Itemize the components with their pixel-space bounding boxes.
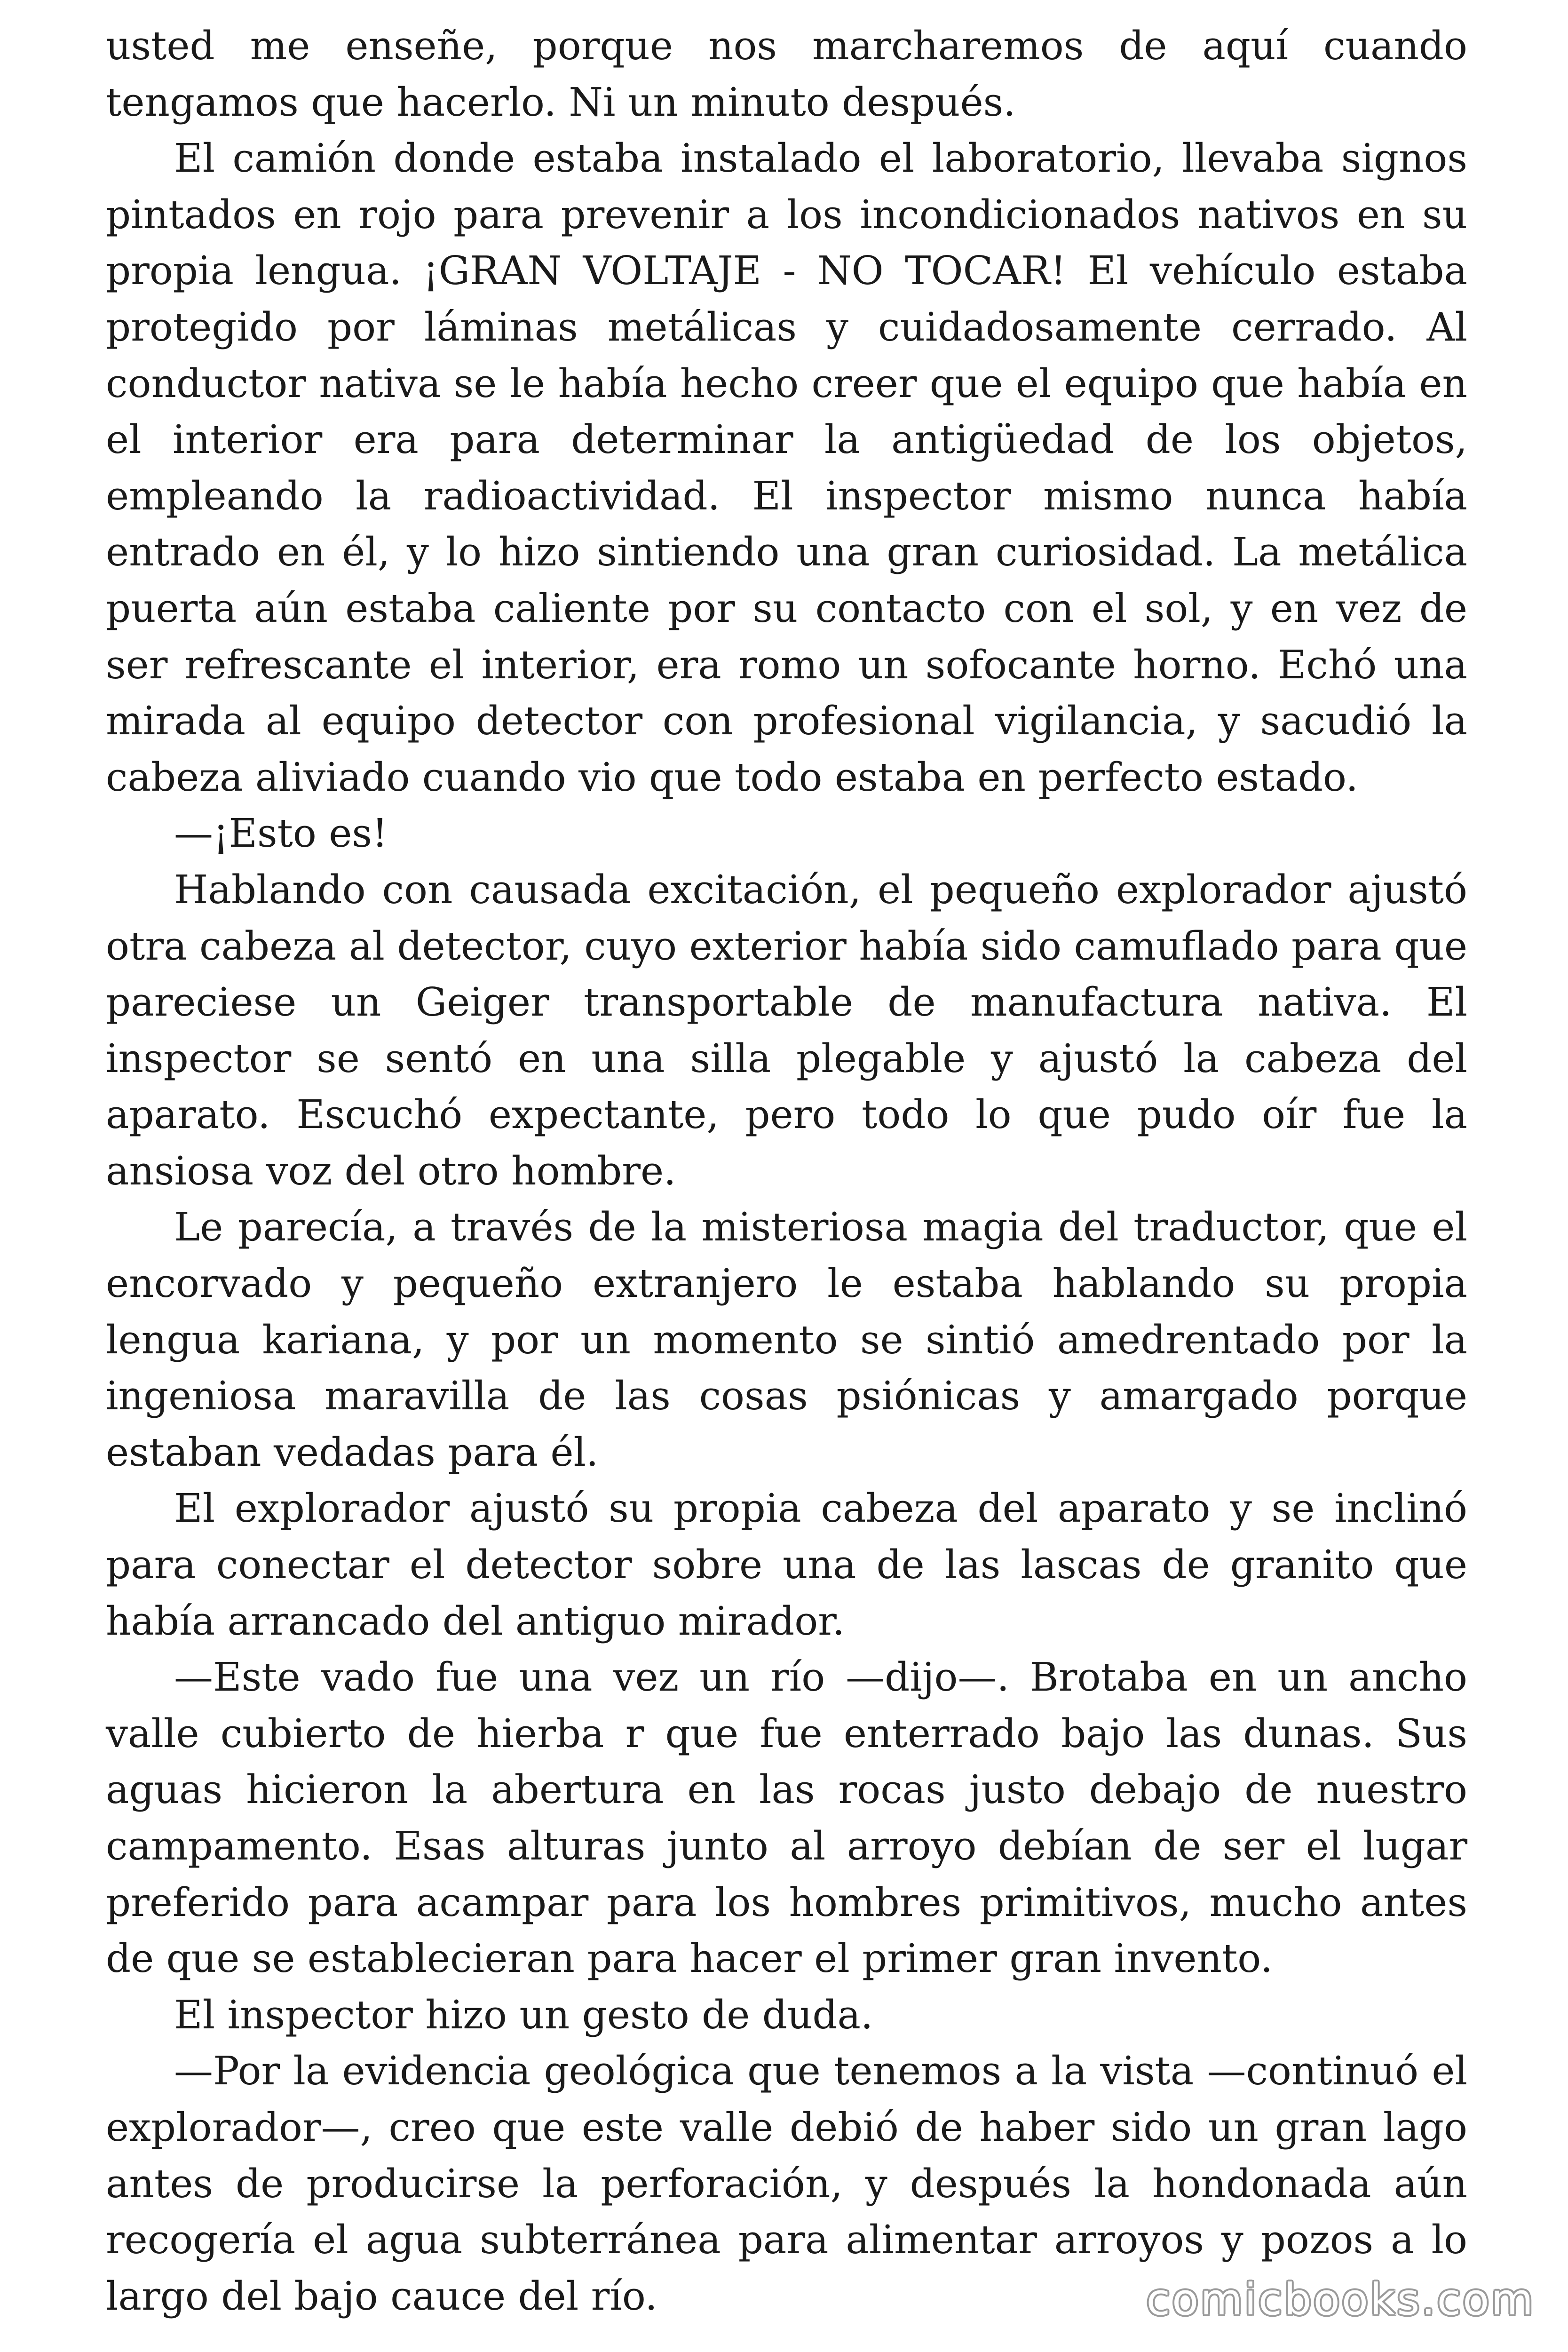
paragraph: Le parecía, a través de la misteriosa magia del traductor, que el encorvado y pequeño extranjero le estaba hablando su propia lengua kariana, y por un momento se sintió amedrentado por la ingeniosa maravilla de las cosas psiónicas y amargado porque estaban vedadas para él.: [106, 1204, 1467, 1475]
dialogue-paragraph: —¡Esto es!: [174, 810, 388, 857]
dialogue-paragraph: —Este vado fue una vez un río —dijo—. Brotaba en un ancho valle cubierto de hierba r que fue enterrado bajo las dunas. Sus aguas hicieron la abertura en las rocas justo debajo de nuestro campamento. Esas alturas junto al arroyo debían de ser el lugar preferido para acampar para los hombres primitivos, mucho antes de que se establecieran para hacer el primer gran invento.: [106, 1654, 1467, 1982]
paragraph: El explorador ajustó su propia cabeza del aparato y se inclinó para conectar el detector sobre una de las lascas de granito que había arrancado del antiguo mirador.: [106, 1486, 1467, 1644]
body-text: [106, 18, 1467, 2324]
watermark: comicbooks.com: [1146, 2274, 1535, 2325]
paragraph: El inspector hizo un gesto de duda.: [174, 1992, 873, 2038]
paragraph: Hablando con causada excitación, el pequeño explorador ajustó otra cabeza al detector, cuyo exterior había sido camuflado para que pareciese un Geiger transportable de manufactura nativa. El inspector se sentó en una silla plegable y ajustó la cabeza del aparato. Escuchó expectante, pero todo lo que pudo oír fue la ansiosa voz del otro hombre.: [106, 866, 1467, 1194]
paragraph-continuation: usted me enseñe, porque nos marcharemos de aquí cuando tengamos que hacerlo. Ni un minuto después.: [106, 23, 1467, 125]
paragraph: El camión donde estaba instalado el laboratorio, llevaba signos pintados en rojo para prevenir a los incondicionados nativos en su propia lengua. ¡GRAN VOLTAJE - NO TOCAR! El vehículo estaba protegido por láminas metálicas y cuidadosamente cerrado. Al conductor nativa se le había hecho creer que el equipo que había en el interior era para determinar la antigüedad de los objetos, empleando la radioactividad. El inspector mismo nunca había entrado en él, y lo hizo sintiendo una gran curiosidad. La metálica puerta aún estaba caliente por su contacto con el sol, y en vez de ser refrescante el interior, era romo un sofocante horno. Echó una mirada al equipo detector con profesional vigilancia, y sacudió la cabeza aliviado cuando vio que todo estaba en perfecto estado.: [106, 135, 1467, 800]
dialogue-paragraph: —Por la evidencia geológica que tenemos a la vista —continuó el explorador—, creo que este valle debió de haber sido un gran lago antes de producirse la perforación, y después la hondonada aún recogería el agua subterránea para alimentar arroyos y pozos a lo largo del bajo cauce del río.: [106, 2048, 1467, 2319]
